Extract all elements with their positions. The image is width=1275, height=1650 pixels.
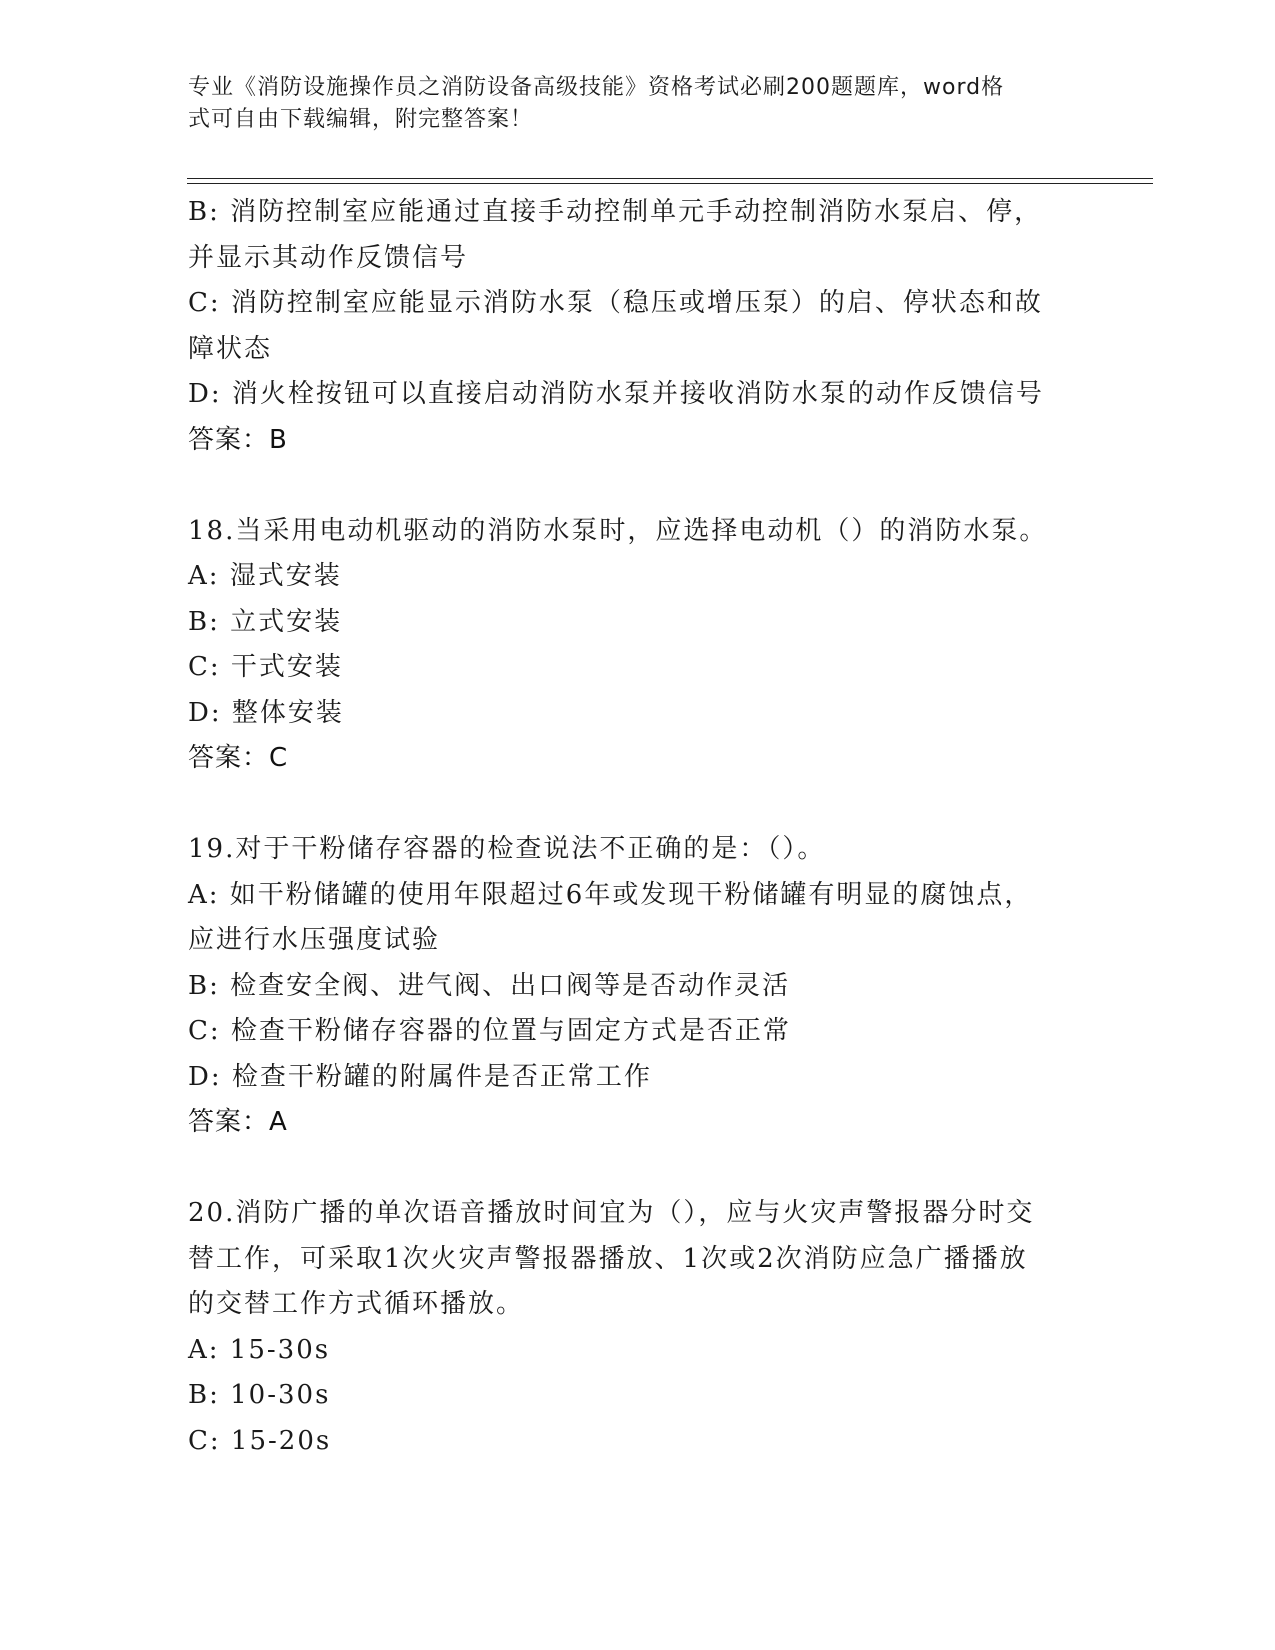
q18-option-b: B: 立式安装 bbox=[188, 606, 343, 637]
q20-option-c: C: 15-20s bbox=[188, 1425, 332, 1456]
q19-option-d: D: 检查干粉罐的附属件是否正常工作 bbox=[188, 1061, 652, 1092]
question-19-block bbox=[188, 827, 1088, 1146]
q19-answer: 答案：A bbox=[188, 1107, 288, 1137]
q20-question-line-2: 替工作，可采取1次火灾声警报器播放、1次或2次消防应急广播播放 bbox=[188, 1243, 1028, 1274]
document-body bbox=[188, 190, 1088, 1464]
q17-answer: 答案：B bbox=[188, 424, 288, 455]
header-divider-bottom bbox=[187, 183, 1153, 184]
q18-option-c: C: 干式安装 bbox=[188, 652, 343, 682]
q20-question-line-3: 的交替工作方式循环播放。 bbox=[188, 1289, 525, 1319]
q19-question: 19.对于干粉储存容器的检查说法不正确的是：（）。 bbox=[188, 834, 826, 864]
q17-option-c-line-2: 障状态 bbox=[188, 333, 273, 364]
q20-question-line-1: 20.消防广播的单次语音播放时间宜为（），应与火灾声警报器分时交 bbox=[188, 1198, 1035, 1228]
q19-option-a-line-2: 应进行水压强度试验 bbox=[188, 925, 441, 955]
q17-option-b-line-1: B: 消防控制室应能通过直接手动控制单元手动控制消防水泵启、停， bbox=[188, 197, 1043, 227]
q20-option-b: B: 10-30s bbox=[188, 1380, 331, 1410]
q20-option-a: A: 15-30s bbox=[188, 1334, 331, 1365]
q18-answer: 答案：C bbox=[188, 743, 289, 773]
q18-question: 18.当采用电动机驱动的消防水泵时，应选择电动机（）的消防水泵。 bbox=[188, 515, 1048, 546]
header-line-1: 专业《消防设施操作员之消防设备高级技能》资格考试必刷200题题库，word格 bbox=[188, 75, 1005, 100]
spacer bbox=[188, 782, 1088, 828]
spacer bbox=[188, 463, 1088, 509]
header-line-2: 式可自由下载编辑，附完整答案！ bbox=[188, 107, 534, 132]
question-18-block bbox=[188, 509, 1088, 782]
spacer bbox=[188, 1146, 1088, 1192]
q18-option-a: A: 湿式安装 bbox=[188, 561, 342, 591]
q19-option-c: C: 检查干粉储存容器的位置与固定方式是否正常 bbox=[188, 1016, 791, 1046]
page-header bbox=[188, 72, 1068, 136]
q18-option-d: D: 整体安装 bbox=[188, 697, 344, 728]
question-20-block bbox=[188, 1191, 1088, 1464]
q17-option-d: D: 消火栓按钮可以直接启动消防水泵并接收消防水泵的动作反馈信号 bbox=[188, 379, 1044, 409]
question-17-block bbox=[188, 190, 1088, 463]
header-divider-top bbox=[187, 178, 1153, 179]
q17-option-c-line-1: C: 消防控制室应能显示消防水泵（稳压或增压泵）的启、停状态和故 bbox=[188, 288, 1043, 318]
q19-option-b: B: 检查安全阀、进气阀、出口阀等是否动作灵活 bbox=[188, 970, 791, 1001]
q19-option-a-line-1: A: 如干粉储罐的使用年限超过6年或发现干粉储罐有明显的腐蚀点， bbox=[188, 879, 1033, 910]
q17-option-b-line-2: 并显示其动作反馈信号 bbox=[188, 242, 469, 273]
